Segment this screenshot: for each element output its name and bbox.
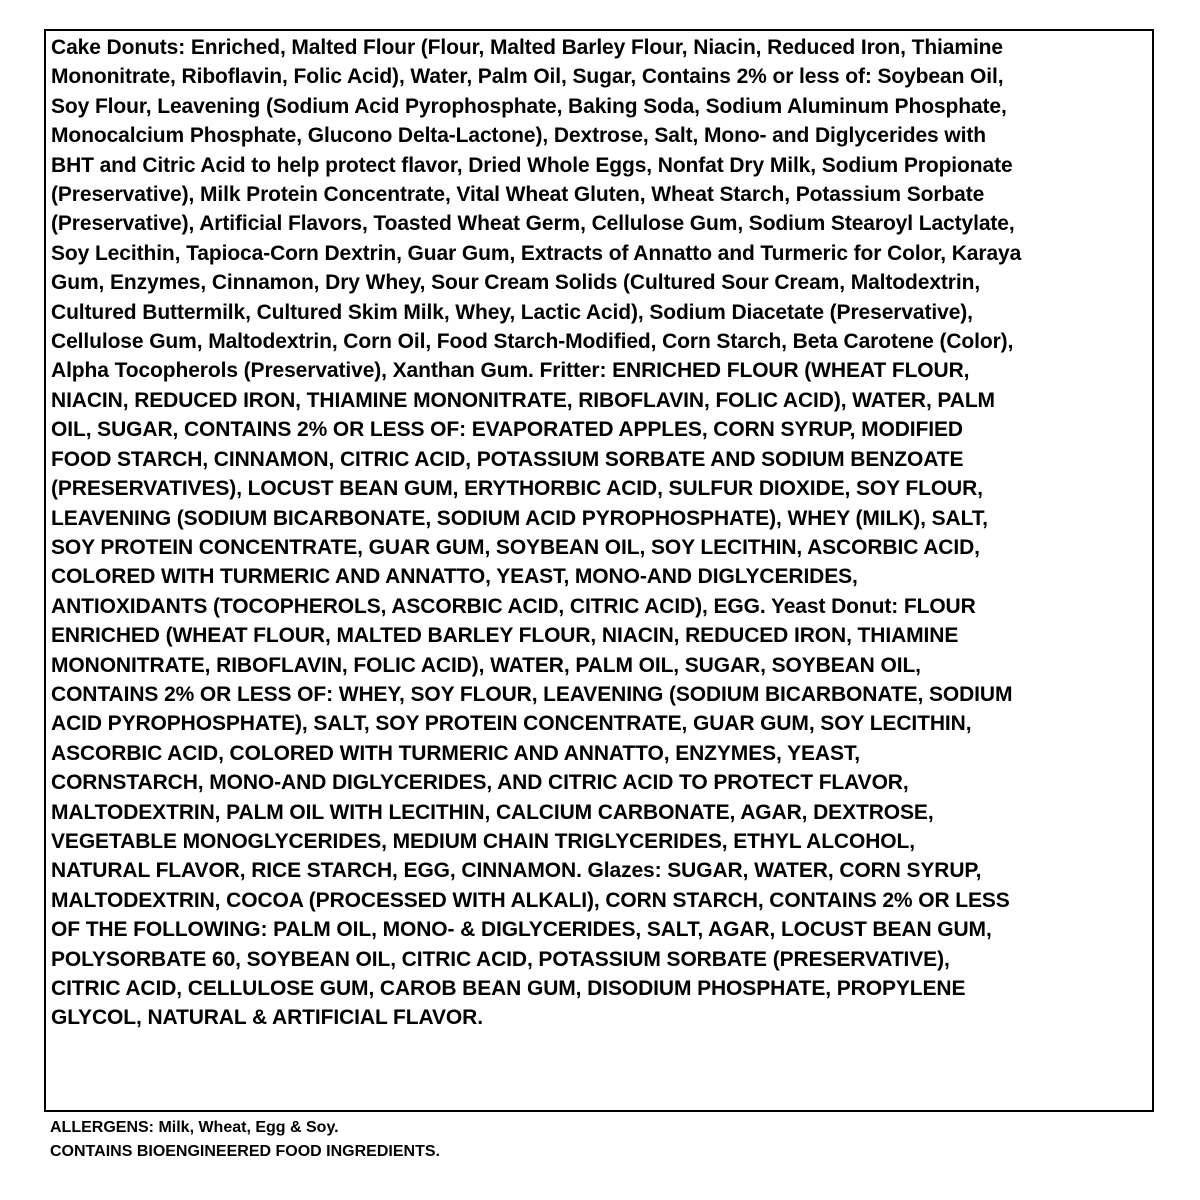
- ingredient-line: ANTIOXIDANTS (TOCOPHEROLS, ASCORBIC ACID, CITRIC ACID), EGG. Yeast Donut: FLOUR: [51, 594, 976, 618]
- ingredient-line: POLYSORBATE 60, SOYBEAN OIL, CITRIC ACID, POTASSIUM SORBATE (PRESERVATIVE),: [51, 947, 950, 971]
- ingredient-line: Cultured Buttermilk, Cultured Skim Milk, Whey, Lactic Acid), Sodium Diacetate (Preservative),: [51, 300, 973, 324]
- ingredients-panel: [44, 29, 1154, 1112]
- allergens-statement: ALLERGENS: Milk, Wheat, Egg & Soy.: [50, 1119, 339, 1136]
- ingredient-line: NIACIN, REDUCED IRON, THIAMINE MONONITRATE, RIBOFLAVIN, FOLIC ACID), WATER, PALM: [51, 388, 995, 412]
- ingredient-line: Monocalcium Phosphate, Glucono Delta-Lactone), Dextrose, Salt, Mono- and Diglycerides with: [51, 124, 986, 148]
- ingredient-line: COLORED WITH TURMERIC AND ANNATTO, YEAST, MONO-AND DIGLYCERIDES,: [51, 565, 858, 589]
- ingredient-line: Soy Flour, Leavening (Sodium Acid Pyrophosphate, Baking Soda, Sodium Aluminum Phosphate,: [51, 94, 1007, 118]
- ingredient-line: FOOD STARCH, CINNAMON, CITRIC ACID, POTASSIUM SORBATE AND SODIUM BENZOATE: [51, 447, 964, 471]
- ingredient-line: Soy Lecithin, Tapioca-Corn Dextrin, Guar Gum, Extracts of Annatto and Turmeric for Color, Karaya: [51, 241, 1022, 265]
- ingredient-line: OIL, SUGAR, CONTAINS 2% OR LESS OF: EVAPORATED APPLES, CORN SYRUP, MODIFIED: [51, 418, 963, 442]
- ingredient-line: CORNSTARCH, MONO-AND DIGLYCERIDES, AND CITRIC ACID TO PROTECT FLAVOR,: [51, 771, 909, 795]
- ingredient-line: MALTODEXTRIN, PALM OIL WITH LECITHIN, CALCIUM CARBONATE, AGAR, DEXTROSE,: [51, 800, 934, 824]
- ingredient-line: CONTAINS 2% OR LESS OF: WHEY, SOY FLOUR, LEAVENING (SODIUM BICARBONATE, SODIUM: [51, 682, 1013, 706]
- ingredient-line: ACID PYROPHOSPHATE), SALT, SOY PROTEIN CONCENTRATE, GUAR GUM, SOY LECITHIN,: [51, 712, 972, 736]
- ingredient-line: Cake Donuts: Enriched, Malted Flour (Flour, Malted Barley Flour, Niacin, Reduced Iron, Thiamine: [51, 36, 1003, 59]
- ingredient-line: CITRIC ACID, CELLULOSE GUM, CAROB BEAN GUM, DISODIUM PHOSPHATE, PROPYLENE: [51, 977, 966, 1000]
- ingredient-line: NATURAL FLAVOR, RICE STARCH, EGG, CINNAMON. Glazes: SUGAR, WATER, CORN SYRUP,: [51, 859, 982, 883]
- ingredients-text: [51, 33, 1152, 1033]
- ingredient-line: (Preservative), Milk Protein Concentrate, Vital Wheat Gluten, Wheat Starch, Potassium Sorbate: [51, 183, 985, 207]
- ingredient-line: ENRICHED (WHEAT FLOUR, MALTED BARLEY FLOUR, NIACIN, REDUCED IRON, THIAMINE: [51, 624, 959, 648]
- ingredient-line: Gum, Enzymes, Cinnamon, Dry Whey, Sour Cream Solids (Cultured Sour Cream, Maltodextrin,: [51, 271, 981, 295]
- bioengineered-statement: CONTAINS BIOENGINEERED FOOD INGREDIENTS.: [50, 1143, 440, 1160]
- ingredient-line: (Preservative), Artificial Flavors, Toasted Wheat Germ, Cellulose Gum, Sodium Stearoyl Lactylate,: [51, 212, 1015, 236]
- ingredient-line: OF THE FOLLOWING: PALM OIL, MONO- & DIGLYCERIDES, SALT, AGAR, LOCUST BEAN GUM,: [51, 918, 992, 942]
- allergen-notes: [50, 1116, 440, 1164]
- ingredient-line: BHT and Citric Acid to help protect flavor, Dried Whole Eggs, Nonfat Dry Milk, Sodium Propionate: [51, 153, 1013, 177]
- ingredient-line: Alpha Tocopherols (Preservative), Xanthan Gum. Fritter: ENRICHED FLOUR (WHEAT FLOUR,: [51, 359, 970, 383]
- ingredient-line: ASCORBIC ACID, COLORED WITH TURMERIC AND ANNATTO, ENZYMES, YEAST,: [51, 741, 861, 765]
- ingredient-line: (PRESERVATIVES), LOCUST BEAN GUM, ERYTHORBIC ACID, SULFUR DIOXIDE, SOY FLOUR,: [51, 477, 983, 501]
- ingredient-line: GLYCOL, NATURAL & ARTIFICIAL FLAVOR.: [51, 1006, 483, 1030]
- ingredient-line: SOY PROTEIN CONCENTRATE, GUAR GUM, SOYBEAN OIL, SOY LECITHIN, ASCORBIC ACID,: [51, 535, 980, 559]
- ingredient-line: LEAVENING (SODIUM BICARBONATE, SODIUM ACID PYROPHOSPHATE), WHEY (MILK), SALT,: [51, 506, 988, 530]
- ingredient-line: Mononitrate, Riboflavin, Folic Acid), Water, Palm Oil, Sugar, Contains 2% or less of: Soybean Oil,: [51, 65, 1004, 89]
- ingredient-line: MONONITRATE, RIBOFLAVIN, FOLIC ACID), WATER, PALM OIL, SUGAR, SOYBEAN OIL,: [51, 653, 921, 677]
- ingredient-line: VEGETABLE MONOGLYCERIDES, MEDIUM CHAIN TRIGLYCERIDES, ETHYL ALCOHOL,: [51, 829, 915, 853]
- ingredient-line: Cellulose Gum, Maltodextrin, Corn Oil, Food Starch-Modified, Corn Starch, Beta Carotene (Color),: [51, 330, 1014, 354]
- ingredient-line: MALTODEXTRIN, COCOA (PROCESSED WITH ALKALI), CORN STARCH, CONTAINS 2% OR LESS: [51, 888, 1010, 912]
